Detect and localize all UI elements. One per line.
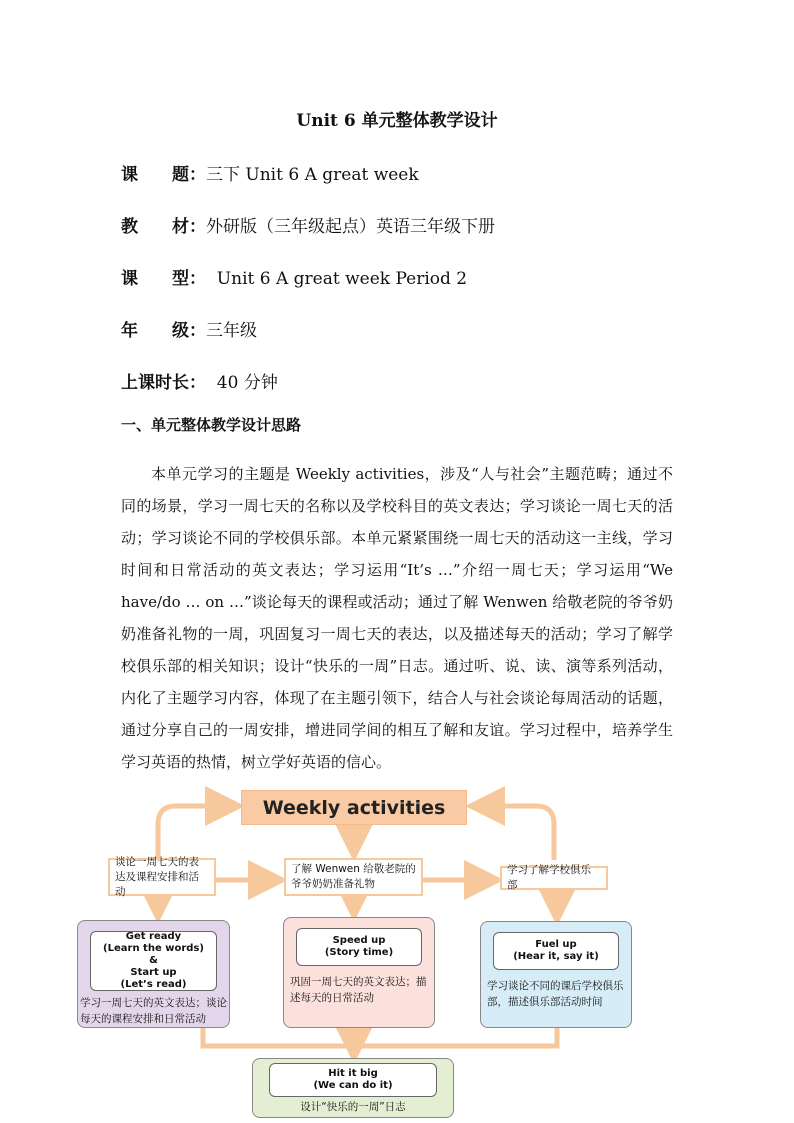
info-value: 三年级 (206, 321, 257, 341)
info-row-lesson-type (121, 264, 467, 289)
body-paragraph: 本单元学习的主题是 Weekly activities，涉及“人与社会”主题范畴；通过不同的场景，学习一周七天的名称以及学校科目的英文表达；学习谈论一周七天的活动；学习谈论不同的学校俱乐部。本单元紧紧围绕一周七天的活动这一主线，学习时间和日常活动的英文表达；学习运用“It’s …”介绍一周七天；学习运用“We have/do … on …”谈论每天的课程或活动；通过了解 Wenwen 给敬老院的爷爷奶奶准备礼物的一周，巩固复习一周七天的表达，以及描述每天的活动；学习了解学校俱乐部的相关知识；设计“快乐的一周”日志。通过听、说、读、演等系列活动，内化了主题学习内容，体现了在主题引领下，结合人与社会谈论每周活动的话题，通过分享自己的一周安排，增进同学间的相互了解和友谊。学习过程中，培养学生学习英语的热情，树立学好英语的信心。 (121, 465, 673, 771)
card-hit-it-big (252, 1058, 454, 1118)
card-inner (493, 932, 619, 970)
card-inner (296, 928, 422, 966)
page-title: Unit 6 单元整体教学设计 (296, 111, 498, 131)
info-value: 外研版（三年级起点）英语三年级下册 (206, 217, 495, 237)
mid-box-clubs (500, 866, 608, 890)
info-label: 年 级： (121, 321, 206, 341)
card-inner (269, 1063, 437, 1097)
inner-line: (Learn the words) (103, 943, 204, 954)
inner-line: Fuel up (535, 939, 577, 950)
card-description: 设计“快乐的一周”日志 (300, 1101, 406, 1113)
card-speed-up (283, 917, 435, 1028)
mid-box-label: 谈论一周七天的表达及课程安排和活动 (115, 855, 199, 898)
section-heading: 一、单元整体教学设计思路 (121, 416, 302, 434)
info-row-topic (121, 160, 419, 185)
mid-box-label: 学习了解学校俱乐部 (507, 864, 591, 891)
mid-box-label: 了解 Wenwen 给敬老院的爷爷奶奶准备礼物 (291, 863, 416, 890)
info-row-grade (121, 316, 257, 341)
inner-line: Get ready (125, 931, 182, 942)
inner-line: & (149, 955, 158, 966)
inner-line: (We can do it) (313, 1080, 393, 1091)
info-row-duration (121, 368, 278, 393)
inner-line: (Story time) (324, 947, 394, 958)
info-label: 教 材： (121, 217, 206, 237)
mid-box-wenwen (284, 858, 423, 896)
inner-line: Speed up (332, 935, 386, 946)
inner-line: (Hear it, say it) (513, 951, 599, 962)
card-inner (90, 931, 217, 991)
arrow-right-to-head (475, 806, 554, 860)
info-value: Unit 6 A great week Period 2 (206, 269, 468, 289)
inner-line: Hit it big (328, 1068, 378, 1079)
unit-diagram (70, 784, 650, 1123)
diagram-head-box: Weekly activities (241, 790, 467, 825)
mid-box-weekdays (108, 855, 216, 898)
info-row-textbook (121, 212, 495, 237)
card-get-ready (77, 920, 230, 1028)
inner-line: (Let’s read) (120, 979, 187, 990)
info-value: 三下 Unit 6 A great week (206, 165, 419, 185)
card-description: 巩固一周七天的英文表达；描述每天的日常活动 (290, 976, 427, 1004)
card-fuel-up (480, 921, 632, 1028)
info-label: 课 型： (121, 269, 206, 289)
info-value: 40 分钟 (206, 373, 278, 393)
card-description: 学习一周七天的英文表达；谈论每天的课程安排和日常活动 (80, 997, 227, 1025)
card-description: 学习谈论不同的课后学校俱乐部，描述俱乐部活动时间 (487, 980, 624, 1008)
info-label: 课 题： (121, 165, 206, 185)
connector-bottom (203, 1028, 557, 1046)
arrow-left-to-head (158, 806, 235, 860)
info-label: 上课时长： (121, 373, 206, 393)
inner-line: Start up (130, 967, 177, 978)
